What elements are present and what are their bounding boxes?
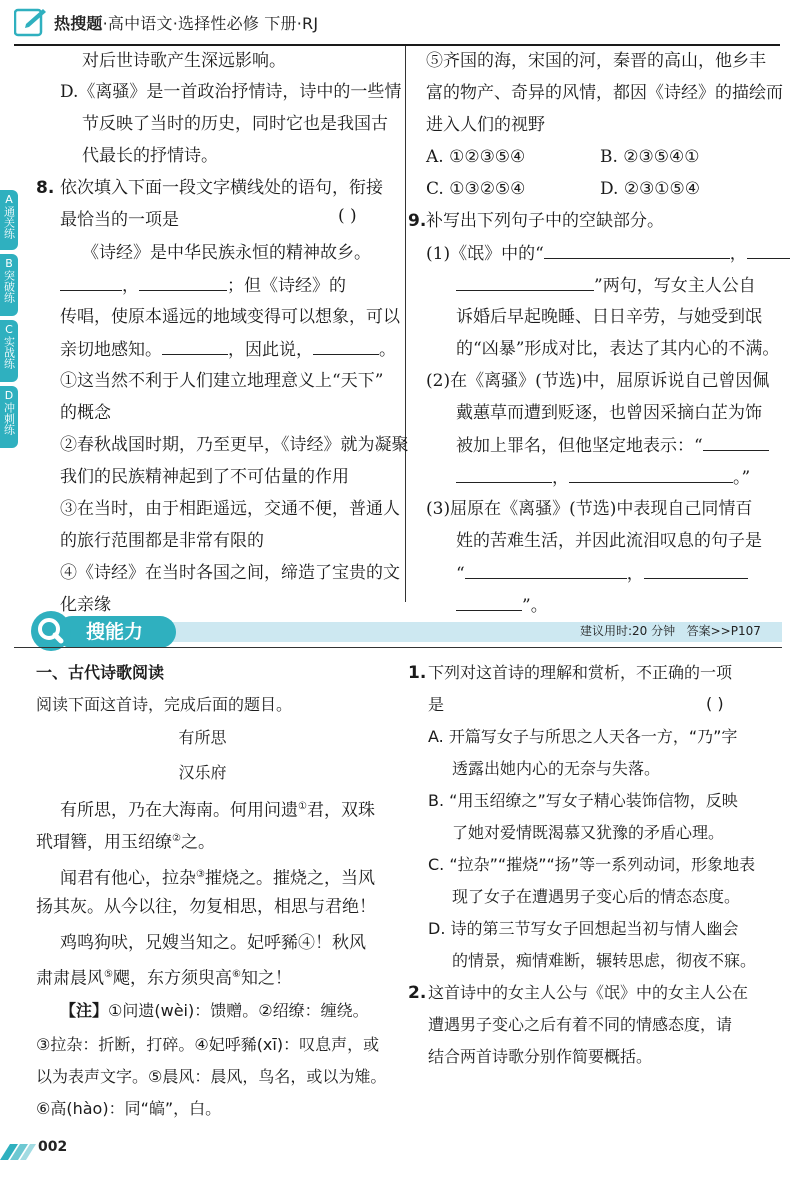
text-segment: 有所思，乃在大海南。何用问遗 bbox=[60, 800, 298, 821]
fill-blank[interactable] bbox=[747, 242, 790, 259]
footnote-marker[interactable]: ⑥ bbox=[231, 969, 241, 980]
fill-blank[interactable] bbox=[456, 594, 522, 611]
header-separator: · bbox=[296, 14, 302, 33]
choice-b-cont: 了她对爱情既渴慕又犹豫的矛盾心理。 bbox=[452, 823, 725, 842]
item-1-cont: 的概念 bbox=[60, 403, 111, 423]
sub-question-1-cont: 的“凶暴”形成对比，表达了其内心的不满。 bbox=[456, 339, 780, 359]
choice-d[interactable]: D. 诗的第三节写女子回想起当初与情人幽会 bbox=[428, 919, 739, 938]
item-3: ③在当时，由于相距遥远，交通不便，普通人 bbox=[60, 499, 400, 519]
notes-line: ③拉杂：折断，打碎。④妃呼豨(xī)：叹息声，或 bbox=[36, 1035, 380, 1054]
text-segment: 之。 bbox=[180, 832, 215, 853]
poem-line bbox=[36, 964, 292, 990]
header-edition: RJ bbox=[302, 14, 319, 33]
poem-author: 汉乐府 bbox=[178, 763, 227, 782]
text-segment: ， bbox=[729, 244, 747, 264]
item-3-cont: 的旅行范围都是非常有限的 bbox=[60, 531, 264, 551]
passage-line: 传唱，使原本遥远的地域变得可以想象，可以 bbox=[60, 307, 400, 327]
fill-blank[interactable] bbox=[456, 274, 594, 291]
poem-line: 鸡鸣狗吠，兄嫂当知之。妃呼豨④！秋风 bbox=[60, 933, 366, 953]
sub-question-2-cont bbox=[456, 466, 750, 489]
fill-blank[interactable] bbox=[139, 274, 227, 291]
page-number: 002 bbox=[38, 1139, 68, 1155]
text-line: 对后世诗歌产生深远影响。 bbox=[82, 51, 286, 71]
item-4: ④《诗经》在当时各国之间，缔造了宝贵的文 bbox=[60, 563, 400, 583]
option-d-line: D.《离骚》是一首政治抒情诗，诗中的一些情 bbox=[60, 82, 402, 102]
choice-d[interactable]: D. ②③①⑤④ bbox=[600, 179, 701, 199]
answer-paren: ( ) bbox=[706, 694, 724, 713]
question-2-stem: 结合两首诗歌分别作简要概括。 bbox=[428, 1047, 653, 1066]
choice-c-cont: 现了女子在遭遇男子变心后的情态态度。 bbox=[452, 887, 741, 906]
text-segment: 。 bbox=[379, 340, 396, 360]
choice-a[interactable]: A. ①②③⑤④ bbox=[426, 147, 526, 167]
footnote-marker[interactable]: ⑤ bbox=[104, 969, 113, 980]
question-1-stem: 是 bbox=[428, 695, 445, 714]
question-9-stem: 补写出下列句子中的空缺部分。 bbox=[426, 211, 664, 231]
header-separator: · bbox=[102, 14, 108, 33]
text-segment: 亲切地感知。 bbox=[60, 340, 162, 360]
brand-name: 热搜题 bbox=[54, 14, 103, 33]
footnote-marker[interactable]: ② bbox=[172, 833, 181, 844]
side-tab-label: 冲刺练 bbox=[2, 402, 16, 435]
text-segment: 飔，东方须臾高 bbox=[112, 968, 232, 989]
notes-label: 【注】 bbox=[60, 1001, 109, 1020]
notes-line bbox=[60, 1000, 369, 1022]
footnote-marker[interactable]: ③ bbox=[196, 869, 205, 880]
text-segment: ”。 bbox=[522, 596, 548, 616]
item-4-cont: 化亲缘 bbox=[60, 595, 111, 615]
fill-blank[interactable] bbox=[569, 466, 733, 483]
notes-line: ⑥高(hào)：同“皜”，白。 bbox=[36, 1099, 222, 1118]
choice-a[interactable]: A. 开篇写女子与所思之人天各一方，“乃”字 bbox=[428, 727, 738, 746]
side-tab-letter: B bbox=[5, 257, 13, 270]
side-tab-d[interactable] bbox=[0, 386, 18, 448]
sub-question-1 bbox=[426, 242, 790, 265]
poem-line bbox=[36, 828, 215, 854]
section-title: 搜能力 bbox=[86, 621, 144, 643]
choice-c[interactable]: C. “拉杂”“摧烧”“扬”等一系列动词，形象地表 bbox=[428, 855, 756, 874]
question-8-stem: 最恰当的一项是 bbox=[60, 210, 179, 230]
suggested-time: 建议用时:20 分钟 bbox=[580, 624, 676, 638]
text-segment: 肃肃晨风 bbox=[36, 968, 104, 989]
fill-blank[interactable] bbox=[162, 338, 228, 355]
notes-line: 以为表声文字。⑤晨风：晨风，鸟名，或以为雉。 bbox=[36, 1067, 387, 1086]
side-tab-label: 实战练 bbox=[2, 336, 16, 369]
page-corner-decoration bbox=[0, 1138, 42, 1160]
header-separator: · bbox=[172, 14, 179, 33]
side-tab-letter: A bbox=[5, 193, 13, 206]
poem-line bbox=[60, 864, 375, 890]
sub-question-3: (3)屈原在《离骚》(节选)中表现自己同情百 bbox=[426, 499, 753, 519]
choice-b[interactable]: B. “用玉绍缭之”写女子精心装饰信物，反映 bbox=[428, 791, 738, 810]
item-2: ②春秋战国时期，乃至更早，《诗经》就为凝聚 bbox=[60, 435, 409, 455]
fill-blank[interactable] bbox=[465, 562, 627, 579]
poem-title: 有所思 bbox=[178, 728, 227, 747]
side-tab-letter: C bbox=[5, 323, 13, 336]
text-line: 代最长的抒情诗。 bbox=[82, 146, 218, 166]
text-segment: ， bbox=[552, 468, 569, 488]
fill-blank[interactable] bbox=[456, 466, 552, 483]
sub-question-3-cont bbox=[456, 594, 548, 617]
item-5-cont: 进入人们的视野 bbox=[426, 115, 545, 135]
answer-paren: ( ) bbox=[338, 206, 357, 226]
section-heading: 一、古代诗歌阅读 bbox=[36, 663, 165, 682]
instruction: 阅读下面这首诗，完成后面的题目。 bbox=[36, 695, 293, 714]
side-tab-b[interactable] bbox=[0, 254, 18, 316]
text-segment: “ bbox=[456, 564, 465, 584]
sub-question-2-cont bbox=[456, 434, 769, 457]
text-segment: 被加上罪名，但他坚定地表示：“ bbox=[456, 436, 703, 456]
text-segment: ， bbox=[626, 564, 644, 584]
question-2-number: 2. bbox=[408, 983, 427, 1003]
footnote-marker[interactable]: ① bbox=[298, 801, 307, 812]
text-segment: 玳瑁簪，用玉绍缭 bbox=[36, 832, 172, 853]
section-meta bbox=[580, 621, 761, 641]
question-1-number: 1. bbox=[408, 663, 427, 683]
sub-question-3-cont bbox=[456, 562, 748, 585]
text-line: 节反映了当时的历史，同时它也是我国古 bbox=[82, 114, 388, 134]
section-rule bbox=[14, 647, 782, 648]
choice-d-cont: 的情景，痴情难断，辗转思虑，彻夜不寐。 bbox=[452, 951, 757, 970]
question-2-stem: 这首诗中的女主人公与《氓》中的女主人公在 bbox=[428, 983, 749, 1002]
question-2-stem: 遭遇男子变心之后有着不同的情感态度，请 bbox=[428, 1015, 733, 1034]
header-book: 选择性必修 下册 bbox=[178, 14, 297, 33]
text-segment: 知之！ bbox=[240, 968, 292, 989]
fill-blank[interactable] bbox=[644, 562, 748, 579]
item-1: ①这当然不利于人们建立地理意义上“天下” bbox=[60, 371, 384, 391]
text-segment: ， bbox=[122, 276, 139, 296]
text-segment: (1)《氓》中的“ bbox=[426, 244, 544, 264]
sub-question-1-cont: 诉婚后早起晚睡、日日辛劳，与她受到氓 bbox=[456, 307, 762, 327]
item-5-cont: 富的物产、奇异的风情，都因《诗经》的描绘而 bbox=[426, 83, 783, 103]
side-tab-a[interactable] bbox=[0, 190, 18, 250]
passage-line bbox=[60, 274, 346, 297]
question-8-number: 8. bbox=[36, 178, 55, 198]
side-tab-label: 通关练 bbox=[2, 206, 16, 239]
poem-line bbox=[60, 796, 375, 822]
passage-line: 《诗经》是中华民族永恒的精神故乡。 bbox=[82, 243, 371, 263]
choice-a-cont: 透露出她内心的无奈与失落。 bbox=[452, 759, 661, 778]
question-9-number: 9. bbox=[408, 211, 427, 231]
sub-question-1-cont bbox=[456, 274, 756, 297]
answer-ref[interactable]: 答案>>P107 bbox=[686, 624, 761, 638]
sub-question-3-cont: 姓的苦难生活，并因此流泪叹息的句子是 bbox=[456, 531, 762, 551]
text-segment: ，因此说， bbox=[228, 340, 313, 360]
text-segment: 君，双珠 bbox=[306, 800, 375, 821]
poem-line: 扬其灰。从今以往，勿复相思，相思与君绝！ bbox=[36, 897, 376, 917]
header-rule bbox=[14, 44, 780, 46]
text-segment: ；但《诗经》的 bbox=[227, 276, 346, 296]
search-icon bbox=[30, 610, 72, 652]
passage-line bbox=[60, 338, 396, 361]
choice-b[interactable]: B. ②③⑤④① bbox=[600, 147, 700, 167]
edit-note-icon bbox=[14, 7, 48, 37]
fill-blank[interactable] bbox=[703, 434, 769, 451]
running-header bbox=[54, 11, 318, 34]
item-2-cont: 我们的民族精神起到了不可估量的作用 bbox=[60, 467, 349, 487]
choice-c[interactable]: C. ①③②⑤④ bbox=[426, 179, 526, 199]
side-tab-label: 突破练 bbox=[2, 270, 16, 303]
fill-blank[interactable] bbox=[544, 242, 730, 259]
sub-question-2-cont: 戴蕙草而遭到贬逐，也曾因采摘白芷为饰 bbox=[456, 403, 762, 423]
column-divider bbox=[405, 46, 406, 602]
text-segment: 闻君有他心，拉杂 bbox=[60, 868, 196, 889]
sub-question-2: (2)在《离骚》(节选)中，屈原诉说自己曾因佩 bbox=[426, 371, 770, 391]
text-segment: 。” bbox=[733, 468, 751, 488]
header-subject: 高中语文 bbox=[107, 14, 173, 33]
side-tab-letter: D bbox=[4, 389, 14, 402]
text-segment: ”两句，写女主人公自 bbox=[594, 276, 756, 296]
item-5: ⑤齐国的海，宋国的河，秦晋的高山，他乡丰 bbox=[426, 51, 766, 71]
note-text: ①问遗(wèi)：馈赠。②绍缭：缠绕。 bbox=[108, 1001, 369, 1020]
question-1-stem: 下列对这首诗的理解和赏析，不正确的一项 bbox=[428, 663, 733, 682]
side-tab-c[interactable] bbox=[0, 320, 18, 382]
fill-blank[interactable] bbox=[313, 338, 379, 355]
question-8-stem: 依次填入下面一段文字横线处的语句，衔接 bbox=[60, 178, 383, 198]
text-segment: 摧烧之。摧烧之，当风 bbox=[204, 868, 375, 889]
fill-blank[interactable] bbox=[60, 274, 122, 291]
